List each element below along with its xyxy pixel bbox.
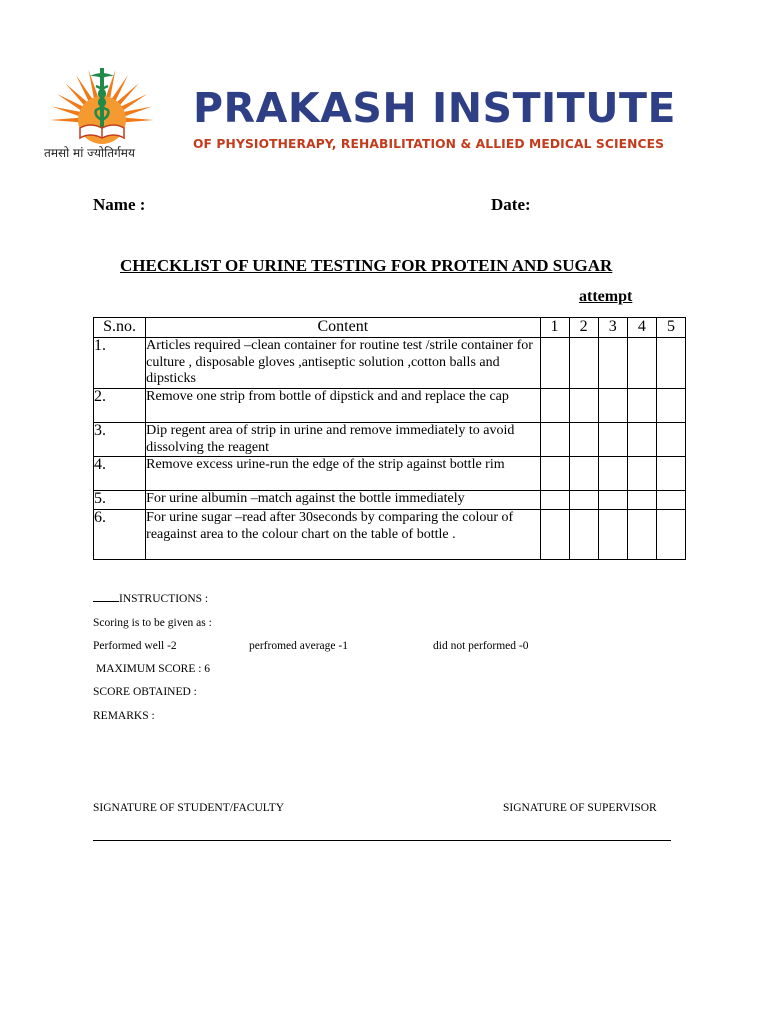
score-cell[interactable] bbox=[540, 389, 569, 423]
row-sno: 1. bbox=[94, 338, 146, 389]
date-label: Date: bbox=[491, 195, 531, 214]
score-cell[interactable] bbox=[656, 423, 685, 457]
logo-motto: तमसो मां ज्योतिर्गमय bbox=[44, 146, 135, 160]
checklist-table bbox=[93, 317, 686, 560]
instructions-blank bbox=[93, 601, 119, 602]
table-row bbox=[94, 491, 686, 510]
header-attempt-1: 1 bbox=[540, 318, 569, 338]
score-cell[interactable] bbox=[569, 389, 598, 423]
score-cell[interactable] bbox=[540, 491, 569, 510]
table-header-row bbox=[94, 318, 686, 338]
score-cell[interactable] bbox=[656, 491, 685, 510]
row-sno: 5. bbox=[94, 491, 146, 510]
scoring-intro: Scoring is to be given as : bbox=[93, 617, 212, 629]
score-cell[interactable] bbox=[627, 510, 656, 560]
score-cell[interactable] bbox=[569, 423, 598, 457]
score-not-performed: did not performed -0 bbox=[433, 640, 529, 652]
signature-supervisor: SIGNATURE OF SUPERVISOR bbox=[503, 802, 657, 814]
row-sno: 4. bbox=[94, 457, 146, 491]
institute-subtitle: OF PHYSIOTHERAPY, REHABILITATION & ALLIED MEDICAL SCIENCES bbox=[193, 137, 665, 151]
score-cell[interactable] bbox=[598, 491, 627, 510]
name-label: Name : bbox=[93, 195, 146, 214]
score-cell[interactable] bbox=[627, 457, 656, 491]
row-sno: 6. bbox=[94, 510, 146, 560]
score-cell[interactable] bbox=[598, 457, 627, 491]
header-attempt-5: 5 bbox=[656, 318, 685, 338]
score-cell[interactable] bbox=[540, 457, 569, 491]
remarks: REMARKS : bbox=[93, 710, 155, 722]
score-cell[interactable] bbox=[656, 457, 685, 491]
score-cell[interactable] bbox=[656, 338, 685, 389]
score-cell[interactable] bbox=[627, 389, 656, 423]
score-cell[interactable] bbox=[540, 338, 569, 389]
row-content: Remove excess urine-run the edge of the strip against bottle rim bbox=[146, 457, 540, 491]
score-cell[interactable] bbox=[656, 389, 685, 423]
score-cell[interactable] bbox=[540, 423, 569, 457]
score-obtained: SCORE OBTAINED : bbox=[93, 686, 197, 698]
row-content: Remove one strip from bottle of dipstick and and replace the cap bbox=[146, 389, 540, 423]
score-cell[interactable] bbox=[569, 491, 598, 510]
score-cell[interactable] bbox=[540, 510, 569, 560]
signature-rule bbox=[93, 840, 671, 841]
header-attempt-2: 2 bbox=[569, 318, 598, 338]
header-content: Content bbox=[146, 318, 540, 338]
table-row bbox=[94, 389, 686, 423]
checklist-title: CHECKLIST OF URINE TESTING FOR PROTEIN AND SUGAR bbox=[120, 256, 613, 275]
attempt-label: attempt bbox=[579, 288, 633, 305]
row-sno: 2. bbox=[94, 389, 146, 423]
instructions-heading-text: INSTRUCTIONS : bbox=[119, 593, 209, 605]
score-cell[interactable] bbox=[598, 389, 627, 423]
header-attempt-4: 4 bbox=[627, 318, 656, 338]
table-row bbox=[94, 457, 686, 491]
score-cell[interactable] bbox=[627, 423, 656, 457]
row-content: For urine albumin –match against the bottle immediately bbox=[146, 491, 540, 510]
score-cell[interactable] bbox=[569, 510, 598, 560]
header-sno: S.no. bbox=[94, 318, 146, 338]
signature-student: SIGNATURE OF STUDENT/FACULTY bbox=[93, 802, 285, 814]
score-cell[interactable] bbox=[598, 423, 627, 457]
score-cell[interactable] bbox=[656, 510, 685, 560]
score-cell[interactable] bbox=[569, 457, 598, 491]
score-performed-average: perfromed average -1 bbox=[249, 640, 348, 652]
institute-name: PRAKASH INSTITUTE bbox=[193, 84, 677, 132]
row-content: Articles required –clean container for routine test /strile container for culture , disposable gloves ,antiseptic solution ,cotton balls and dipsticks bbox=[146, 338, 540, 389]
score-performed-well: Performed well -2 bbox=[93, 640, 177, 652]
score-cell[interactable] bbox=[598, 510, 627, 560]
table-row bbox=[94, 510, 686, 560]
table-row bbox=[94, 423, 686, 457]
score-cell[interactable] bbox=[569, 338, 598, 389]
score-cell[interactable] bbox=[627, 491, 656, 510]
score-cell[interactable] bbox=[627, 338, 656, 389]
score-cell[interactable] bbox=[598, 338, 627, 389]
row-content: Dip regent area of strip in urine and remove immediately to avoid dissolving the reagent bbox=[146, 423, 540, 457]
row-content: For urine sugar –read after 30seconds by comparing the colour of reagainst area to the colour chart on the table of bottle . bbox=[146, 510, 540, 560]
header-attempt-3: 3 bbox=[598, 318, 627, 338]
instructions-heading bbox=[93, 593, 208, 605]
max-score: MAXIMUM SCORE : 6 bbox=[96, 663, 211, 675]
table-row bbox=[94, 338, 686, 389]
row-sno: 3. bbox=[94, 423, 146, 457]
